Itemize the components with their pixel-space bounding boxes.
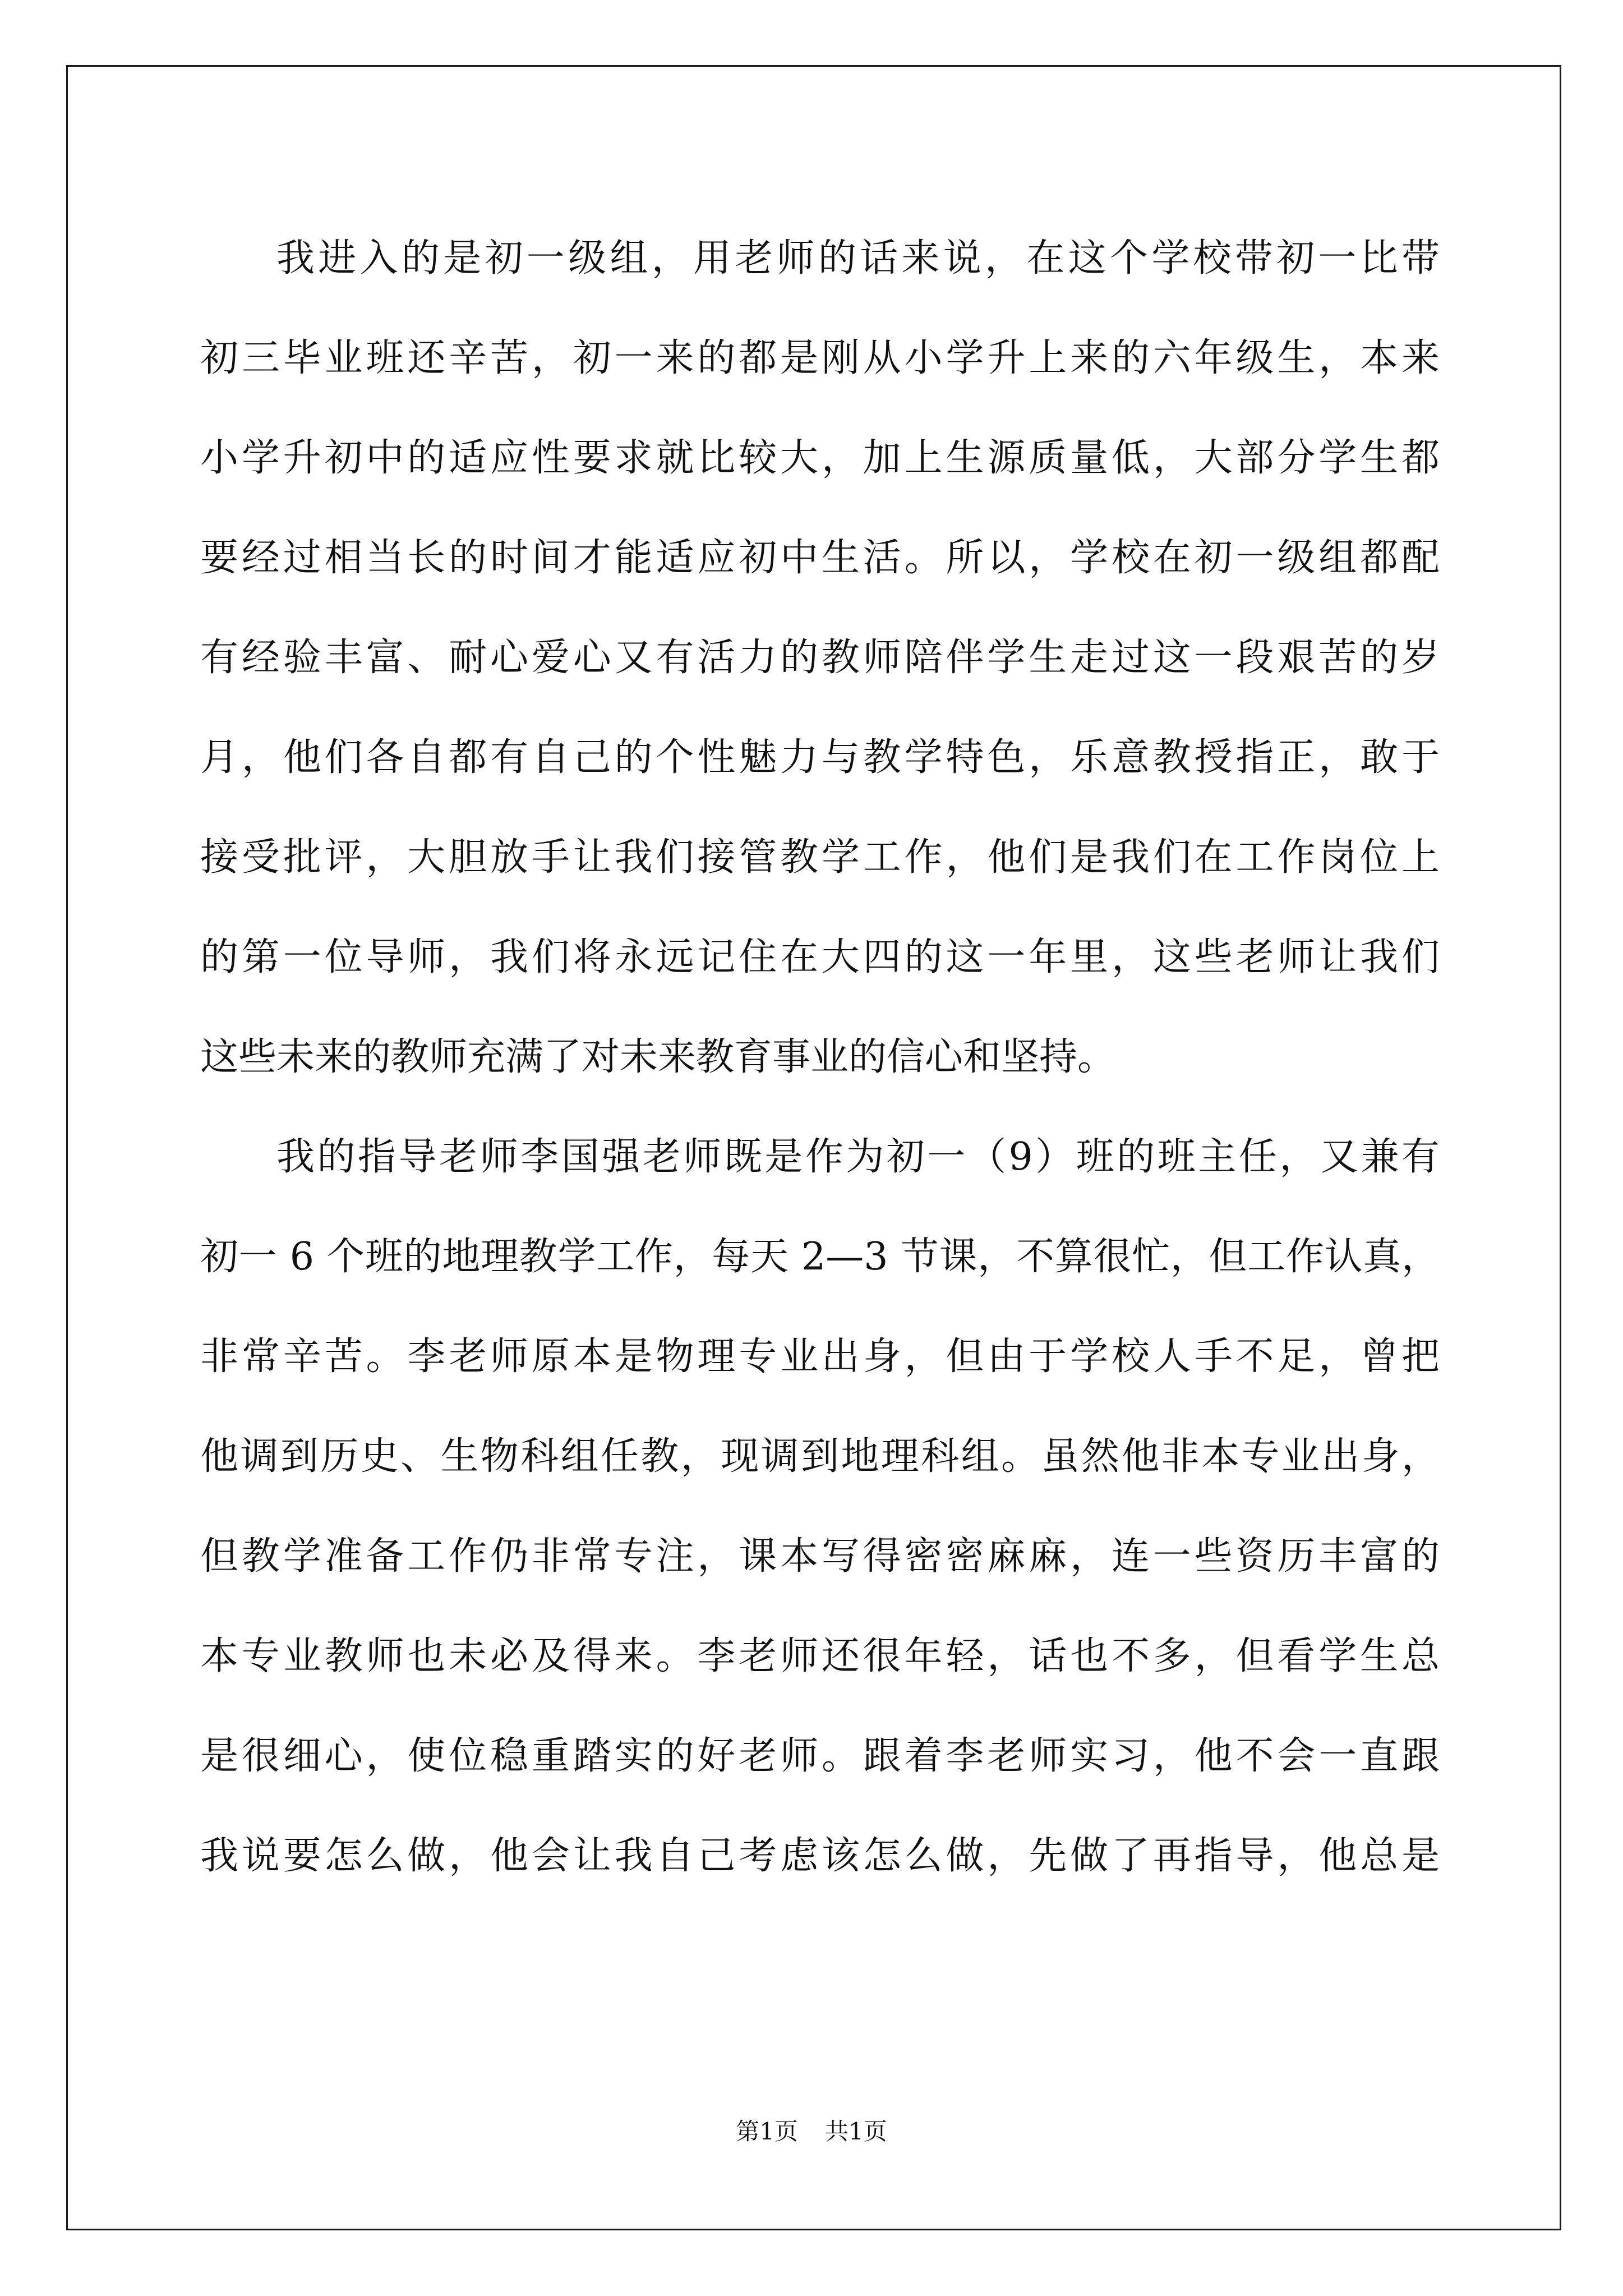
page-number: 第1页 xyxy=(736,2118,798,2145)
paragraph-1-line-8: 的第一位导师，我们将永远记住在大四的这一年里，这些老师让我们 xyxy=(200,935,1440,979)
paragraph-1-line-9: 这些未来的教师充满了对未来教育事业的信心和坚持。 xyxy=(200,1035,1116,1079)
document-body xyxy=(200,209,1440,1906)
paragraph-1-line-1: 我进入的是初一级组，用老师的话来说，在这个学校带初一比带 xyxy=(276,236,1440,280)
paragraph-2-line-6: 本专业教师也未必及得来。李老师还很年轻，话也不多，但看学生总 xyxy=(200,1634,1440,1678)
paragraph-1-line-7: 接受批评，大胆放手让我们接管教学工作，他们是我们在工作岗位上 xyxy=(200,835,1440,880)
paragraph-1-line-3: 小学升初中的适应性要求就比较大，加上生源质量低，大部分学生都 xyxy=(200,436,1440,480)
paragraph-2-line-1: 我的指导老师李国强老师既是作为初一（9）班的班主任，又兼有 xyxy=(276,1135,1440,1179)
paragraph-2-line-4: 他调到历史、生物科组任教，现调到地理科组。虽然他非本专业出身， xyxy=(200,1434,1440,1479)
page-total: 共1页 xyxy=(825,2118,887,2145)
paragraph-1-line-6: 月，他们各自都有自己的个性魅力与教学特色，乐意教授指正，敢于 xyxy=(200,735,1440,780)
paragraph-1-line-5: 有经验丰富、耐心爱心又有活力的教师陪伴学生走过这一段艰苦的岁 xyxy=(200,636,1440,680)
paragraph-1-line-4: 要经过相当长的时间才能适应初中生活。所以，学校在初一级组都配 xyxy=(200,536,1440,580)
paragraph-2-line-2: 初一 6 个班的地理教学工作，每天 2—3 节课，不算很忙，但工作认真， xyxy=(200,1235,1440,1279)
paragraph-2-line-3: 非常辛苦。李老师原本是物理专业出身，但由于学校人手不足，曾把 xyxy=(200,1335,1440,1379)
paragraph-2-line-5: 但教学准备工作仍非常专注，课本写得密密麻麻，连一些资历丰富的 xyxy=(200,1534,1440,1579)
paragraph-1-line-2: 初三毕业班还辛苦，初一来的都是刚从小学升上来的六年级生，本来 xyxy=(200,336,1440,380)
paragraph-2-line-7: 是很细心，使位稳重踏实的好老师。跟着李老师实习，他不会一直跟 xyxy=(200,1734,1440,1778)
page-footer xyxy=(0,2115,1623,2148)
paragraph-2-line-8: 我说要怎么做，他会让我自己考虑该怎么做，先做了再指导，他总是 xyxy=(200,1834,1440,1878)
